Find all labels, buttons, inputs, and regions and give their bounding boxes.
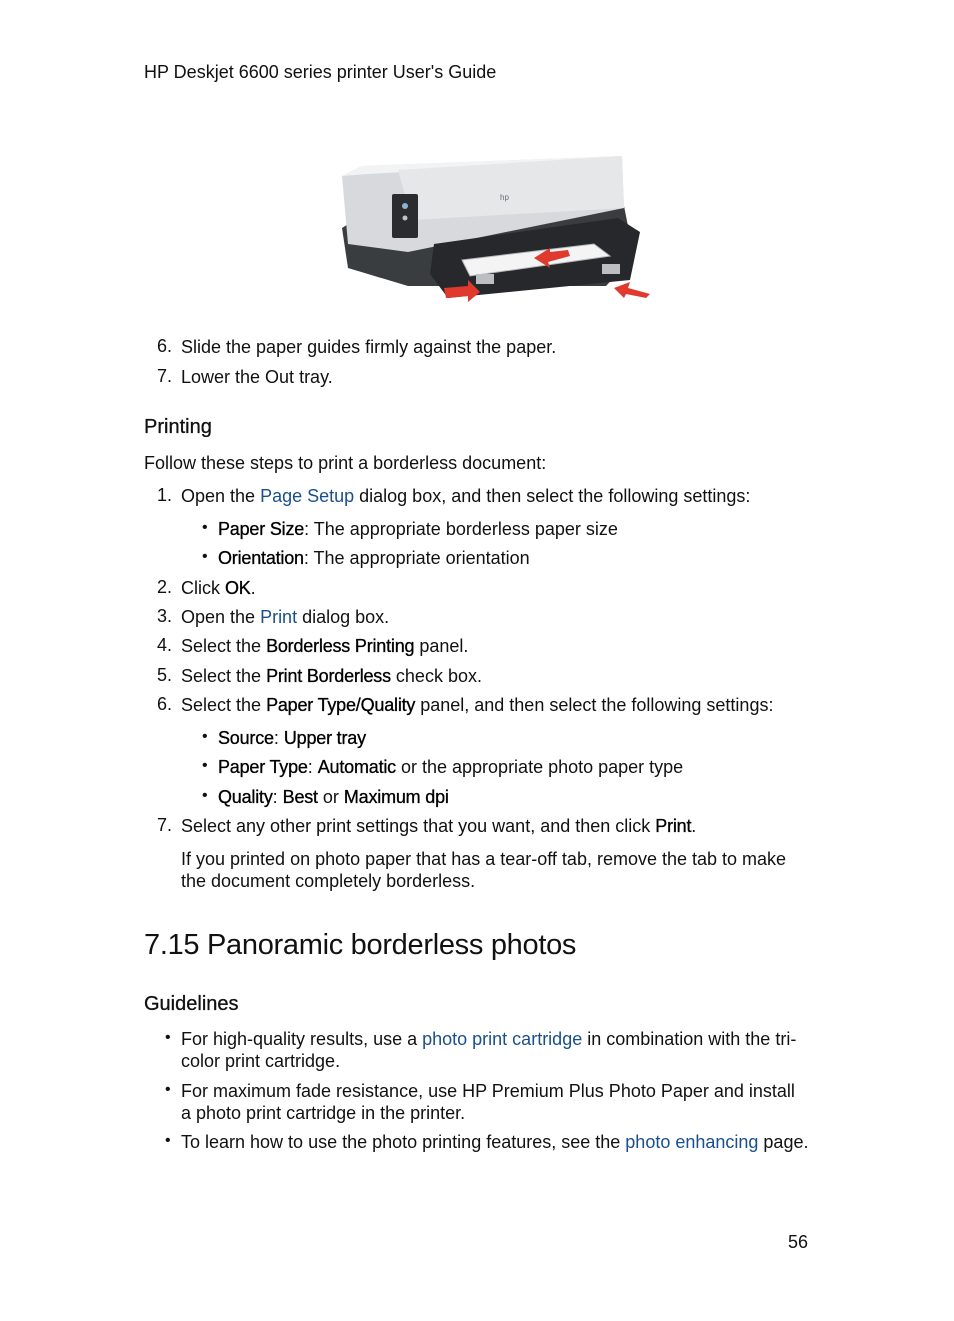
bullet-text: Paper Type: Automatic or the appropriate photo paper type bbox=[218, 757, 684, 777]
bullet: • bbox=[202, 548, 208, 565]
step-number: 4. bbox=[156, 635, 172, 655]
page-number: 56 bbox=[788, 1232, 809, 1252]
bullet: • bbox=[202, 728, 208, 745]
step-number: 5. bbox=[156, 665, 172, 685]
guidelines-heading: Guidelines bbox=[144, 993, 239, 1015]
guideline-text: For maximum fade resistance, use HP Premium Plus Photo Paper and install bbox=[181, 1081, 795, 1101]
step-number: 7. bbox=[156, 366, 172, 386]
bullet: • bbox=[202, 519, 208, 536]
svg-text:hp: hp bbox=[500, 193, 509, 202]
step-text: Slide the paper guides firmly against the paper. bbox=[181, 337, 557, 357]
step-number: 7. bbox=[156, 815, 172, 835]
step-5-text: Select the Print Borderless check box. bbox=[181, 666, 482, 686]
step-number: 1. bbox=[156, 485, 172, 505]
step-text: Lower the Out tray. bbox=[181, 367, 333, 387]
printing-intro: Follow these steps to print a borderless document: bbox=[144, 453, 547, 473]
bullet-text: Quality: Best or Maximum dpi bbox=[218, 787, 449, 807]
step-number: 6. bbox=[156, 694, 172, 714]
bullet: • bbox=[202, 757, 208, 774]
step-1-text: Open the Page Setup dialog box, and then select the following settings: bbox=[181, 486, 751, 506]
step-7-text: Select any other print settings that you want, and then click Print. bbox=[181, 816, 697, 836]
page-setup-link[interactable]: Page Setup bbox=[260, 486, 355, 506]
bullet: • bbox=[202, 787, 208, 804]
step-number: 6. bbox=[156, 336, 172, 356]
photo-enhancing-link[interactable]: photo enhancing bbox=[625, 1132, 759, 1152]
step-number: 3. bbox=[156, 606, 172, 626]
printer-illustration bbox=[338, 148, 652, 306]
step-number: 2. bbox=[156, 577, 172, 597]
note-line: the document completely borderless. bbox=[181, 871, 476, 891]
guideline-text: a photo print cartridge in the printer. bbox=[181, 1103, 466, 1123]
step-4-text: Select the Borderless Printing panel. bbox=[181, 636, 469, 656]
section-heading: 7.15 Panoramic borderless photos bbox=[144, 929, 577, 961]
photo-print-cartridge-link[interactable]: photo print cartridge bbox=[422, 1029, 583, 1049]
bullet: • bbox=[165, 1029, 171, 1046]
guideline-text: For high-quality results, use a photo print cartridge in combination with the tri- bbox=[181, 1029, 797, 1049]
bullet-text: Source: Upper tray bbox=[218, 728, 366, 748]
bullet: • bbox=[165, 1081, 171, 1098]
bullet: • bbox=[165, 1132, 171, 1149]
guideline-text: color print cartridge. bbox=[181, 1051, 341, 1071]
print-link[interactable]: Print bbox=[260, 607, 298, 627]
page-header: HP Deskjet 6600 series printer User's Guide bbox=[144, 62, 497, 82]
printing-heading: Printing bbox=[144, 416, 212, 438]
step-2-text: Click OK. bbox=[181, 578, 256, 598]
bullet-text: Paper Size: The appropriate borderless paper size bbox=[218, 519, 618, 539]
guideline-text: To learn how to use the photo printing features, see the photo enhancing page. bbox=[181, 1132, 809, 1152]
step-3-text: Open the Print dialog box. bbox=[181, 607, 390, 627]
bullet-text: Orientation: The appropriate orientation bbox=[218, 548, 530, 568]
note-line: If you printed on photo paper that has a tear-off tab, remove the tab to make bbox=[181, 849, 787, 869]
step-6-text: Select the Paper Type/Quality panel, and then select the following settings: bbox=[181, 695, 774, 715]
